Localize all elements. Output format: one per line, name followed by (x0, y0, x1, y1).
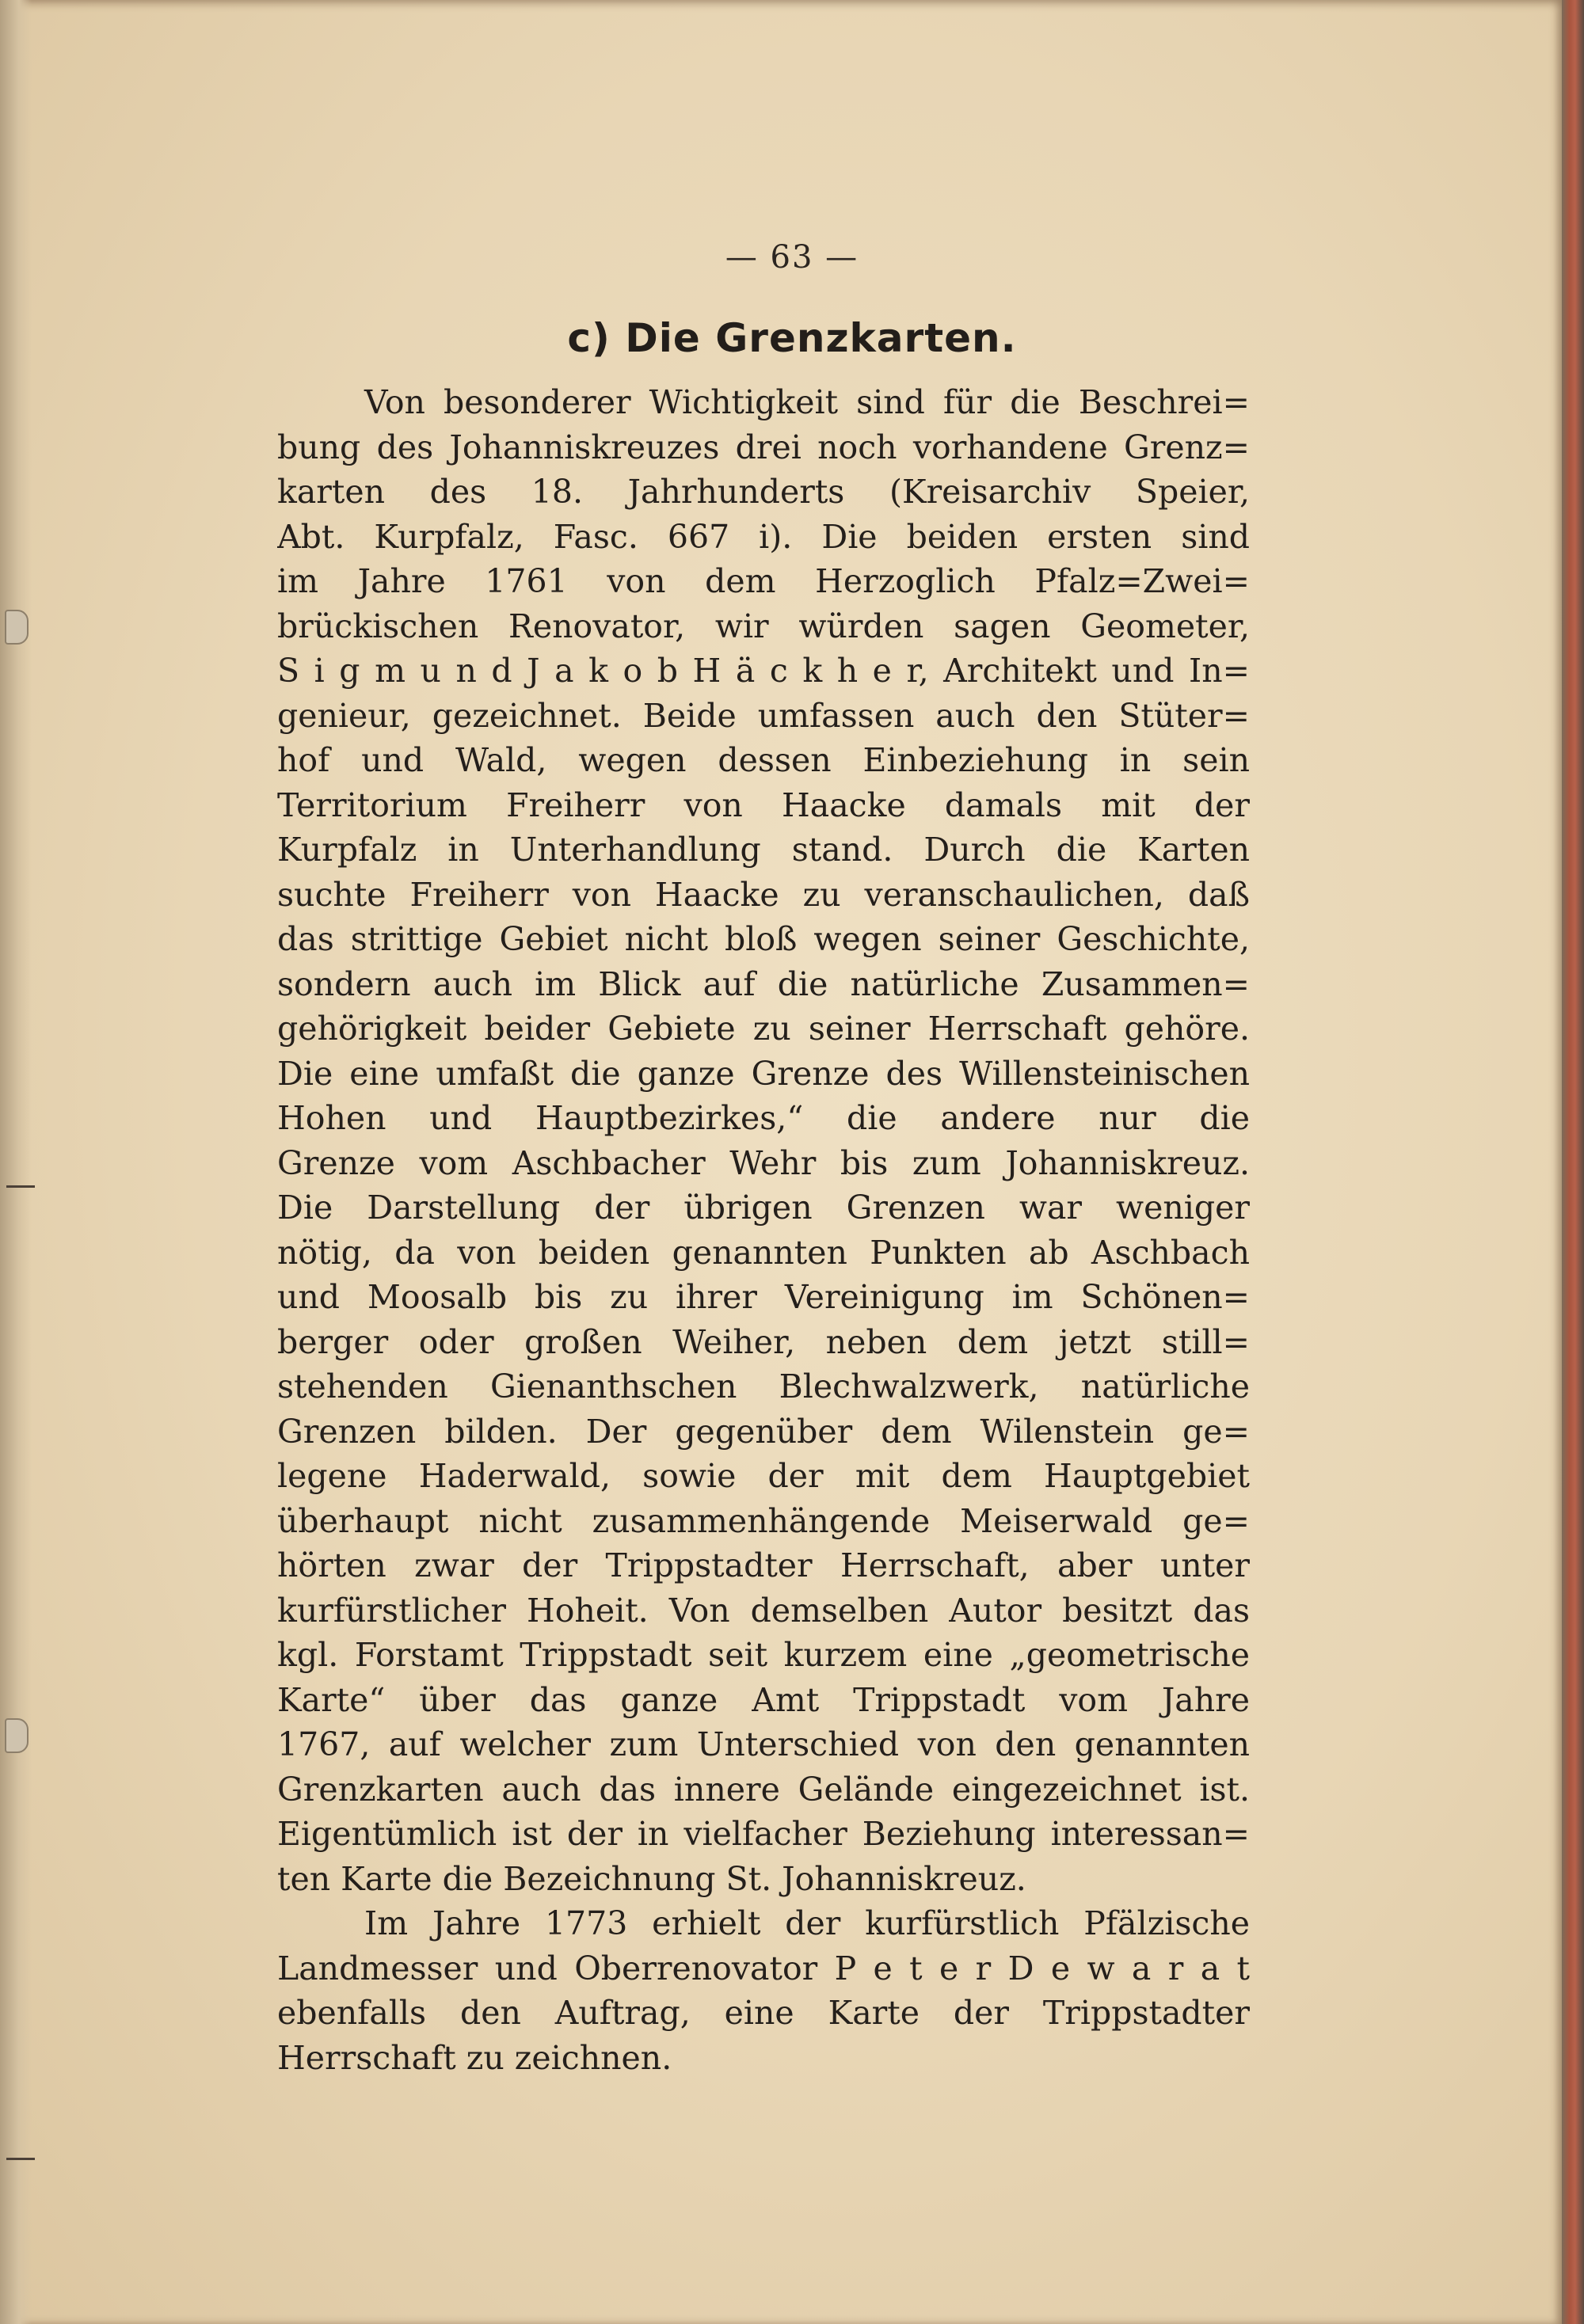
binding-stitch (5, 610, 29, 645)
text-line: Eigentümlich ist der in vielfacher Beziehung interessan= (277, 1815, 1250, 1853)
text-line: Hohen und Hauptbezirkes,“ die andere nur die (277, 1099, 1250, 1137)
text-line: Im Jahre 1773 erhielt der kurfürstlich Pfälzische (364, 1904, 1250, 1942)
text-line: Grenzkarten auch das innere Gelände eingezeichnet ist. (277, 1770, 1250, 1809)
text-line: überhaupt nicht zusammenhängende Meiserwald ge= (277, 1501, 1250, 1540)
text-line: bung des Johanniskreuzes drei noch vorhandene Grenz= (277, 428, 1250, 466)
text-line: suchte Freiherr von Haacke zu veranschaulichen, daß (277, 875, 1250, 914)
text-line: hof und Wald, wegen dessen Einbeziehung in sein (277, 741, 1250, 779)
text-line: ebenfalls den Auftrag, eine Karte der Trippstadter (277, 1994, 1250, 2032)
text-line: 1767, auf welcher zum Unterschied von den genannten (277, 1725, 1250, 1763)
text-line: Von besonderer Wichtigkeit sind für die Beschrei= (364, 383, 1250, 421)
text-line: im Jahre 1761 von dem Herzoglich Pfalz=Zwei= (277, 562, 1250, 600)
text-line: legene Haderwald, sowie der mit dem Hauptgebiet (277, 1457, 1250, 1495)
text-line: gehörigkeit beider Gebiete zu seiner Herrschaft gehöre. (277, 1010, 1250, 1048)
text-line: Kurpfalz in Unterhandlung stand. Durch die Karten (277, 831, 1250, 869)
text-line: S i g m u n d J a k o b H ä c k h e r, Architekt und In= (277, 652, 1250, 690)
text-line: und Moosalb bis zu ihrer Vereinigung im Schönen= (277, 1278, 1250, 1316)
text-line: sondern auch im Blick auf die natürliche Zusammen= (277, 964, 1250, 1003)
text-line: Karte“ über das ganze Amt Trippstadt vom Jahre (277, 1680, 1250, 1719)
text-line: kurfürstlicher Hoheit. Von demselben Autor besitzt das (277, 1591, 1250, 1630)
text-line: stehenden Gienanthschen Blechwalzwerk, natürliche (277, 1367, 1250, 1405)
binding-thread (6, 2158, 35, 2160)
text-line: genieur, gezeichnet. Beide umfassen auch den Stüter= (277, 696, 1250, 735)
text-line: Die Darstellung der übrigen Grenzen war weniger (277, 1189, 1250, 1227)
text-line: das strittige Gebiet nicht bloß wegen seiner Geschichte, (277, 920, 1250, 958)
body-text (277, 380, 1250, 2080)
binding-thread (6, 1185, 35, 1188)
text-line: hörten zwar der Trippstadter Herrschaft, aber unter (277, 1546, 1250, 1584)
text-line: brückischen Renovator, wir würden sagen Geometer, (277, 607, 1250, 645)
section-heading: c) Die Grenzkarten. (567, 315, 1017, 361)
text-line: Territorium Freiherr von Haacke damals mit der (277, 785, 1250, 824)
text-line: karten des 18. Jahrhunderts (Kreisarchiv Speier, (277, 473, 1250, 511)
text-line: kgl. Forstamt Trippstadt seit kurzem eine „geometrische (277, 1636, 1250, 1674)
text-line: Landmesser und Oberrenovator P e t e r D e w a r a t (277, 1949, 1250, 1987)
book-cover-edge (1562, 0, 1584, 2324)
text-line: berger oder großen Weiher, neben dem jetzt still= (277, 1322, 1250, 1361)
page-number: — 63 — (725, 239, 859, 276)
text-line: ten Karte die Bezeichnung St. Johanniskreuz. (277, 1859, 1026, 1898)
binding-stitch (5, 1718, 29, 1753)
text-line: Herrschaft zu zeichnen. (277, 2038, 672, 2077)
text-line: Abt. Kurpfalz, Fasc. 667 i). Die beiden ersten sind (277, 517, 1250, 556)
text-line: nötig, da von beiden genannten Punkten ab Aschbach (277, 1233, 1250, 1272)
text-line: Grenze vom Aschbacher Wehr bis zum Johanniskreuz. (277, 1143, 1250, 1182)
text-line: Die eine umfaßt die ganze Grenze des Willensteinischen (277, 1054, 1250, 1093)
text-line: Grenzen bilden. Der gegenüber dem Wilenstein ge= (277, 1412, 1250, 1451)
